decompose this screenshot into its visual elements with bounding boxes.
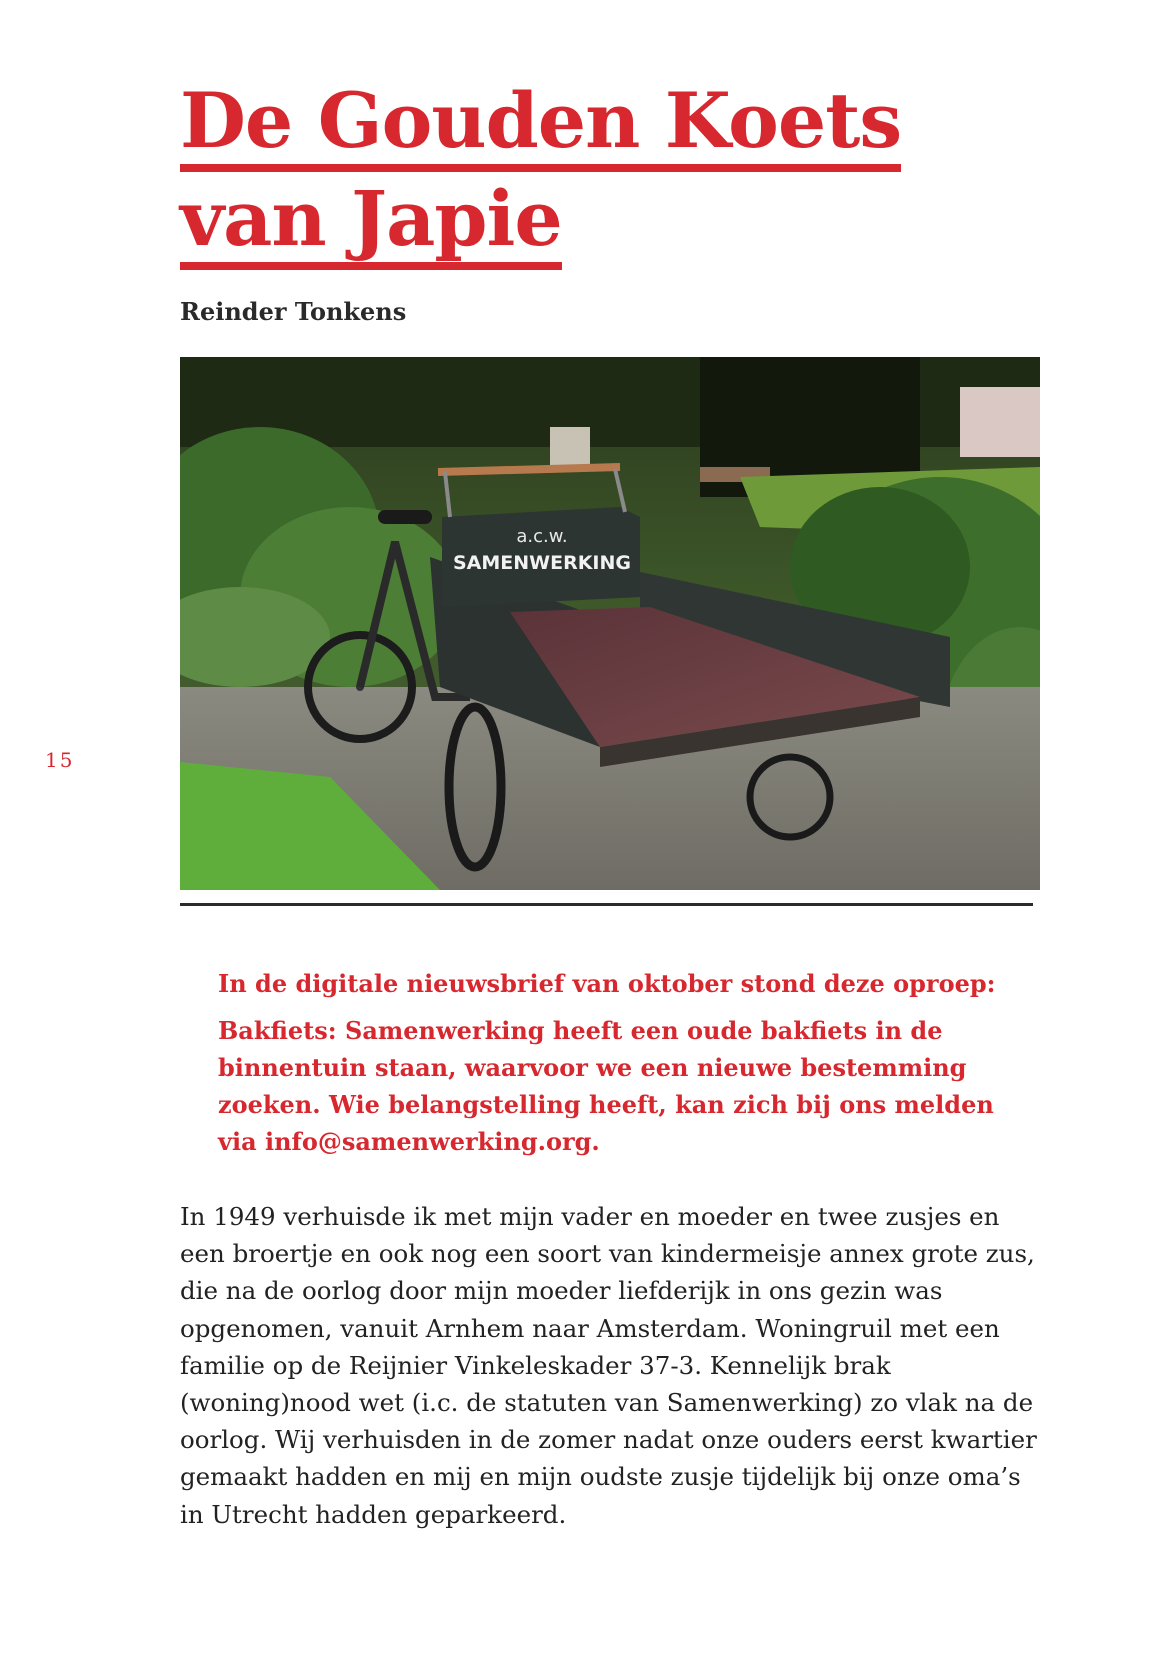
- title-line-1: De Gouden Koets: [180, 78, 901, 172]
- intro-body: Bakfiets: Samenwerking heeft een oude bakfiets in de binnentuin staan, waarvoor we een nieuwe bestemming zoeken. Wie belangstelling heeft, kan zich bij ons melden via info@samenwerking.org.: [218, 1016, 994, 1156]
- bakfiets-photo: [180, 357, 1040, 890]
- photo-divider: [180, 903, 1033, 906]
- author-name: Reinder Tonkens: [180, 297, 407, 326]
- article-title: [180, 78, 1020, 270]
- page-number: 15: [45, 748, 75, 772]
- article-body: In 1949 verhuisde ik met mijn vader en moeder en twee zusjes en een broertje en ook nog een soort van kindermeisje annex grote zus, die na de oorlog door mijn moeder liefderijk in ons gezin was opgenomen, vanuit Arnhem naar Amsterdam. Woningruil met een familie op de Reijnier Vinkeleskader 37-3. Kennelijk brak (woning)nood wet (i.c. de statuten van Samenwerking) zo vlak na de oorlog. Wij verhuisden in de zomer nadat onze ouders eerst kwartier gemaakt hadden en mij en mijn oudste zusje tijdelijk bij onze oma’s in Utrecht hadden geparkeerd.: [180, 1202, 1037, 1529]
- intro-lead: In de digitale nieuwsbrief van oktober stond deze oproep:: [218, 969, 996, 998]
- intro-callout: [218, 965, 1018, 1160]
- photo-sign-line-2: SAMENWERKING: [452, 552, 632, 574]
- title-line-2: van Japie: [180, 176, 562, 270]
- photo-sign-line-1: a.c.w.: [516, 526, 568, 547]
